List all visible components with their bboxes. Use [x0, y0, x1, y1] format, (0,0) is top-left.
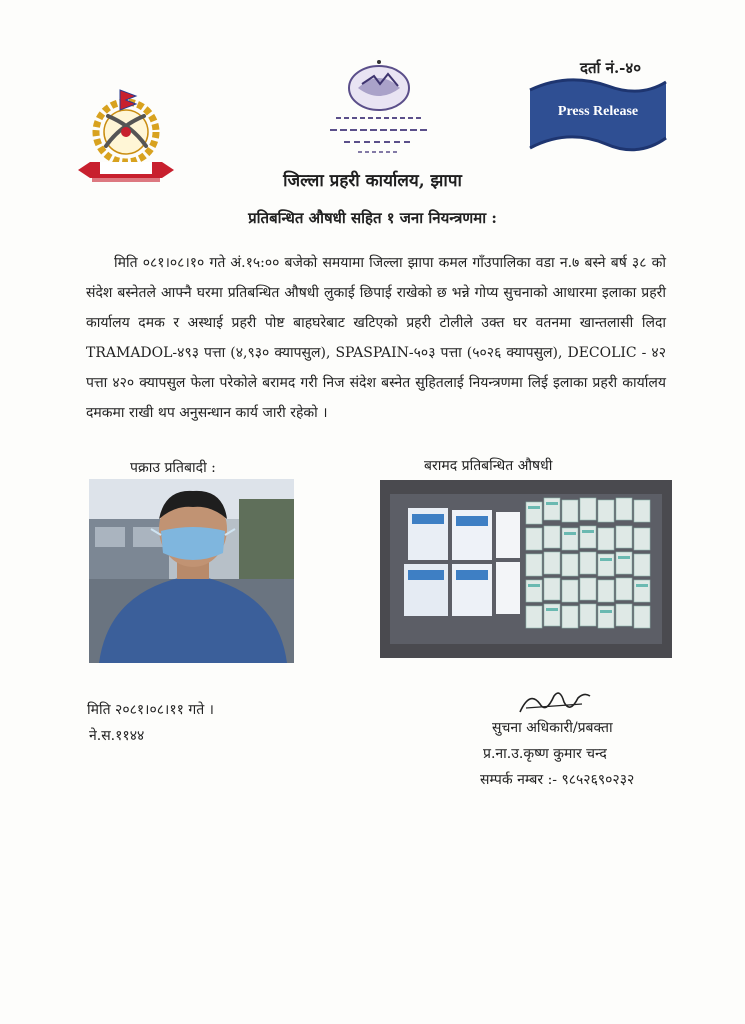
subject-heading: प्रतिबन्धित औषधी सहित १ जना नियन्त्रणमा :	[248, 209, 497, 227]
nepal-sambat-year: ने.स.११४४	[89, 728, 145, 744]
contact-number: सम्पर्क नम्बर :- ९८५२६९०२३२	[480, 772, 635, 788]
handwritten-signature-icon	[516, 686, 592, 720]
press-release-label: Press Release	[557, 104, 639, 119]
seized-drugs-photo	[380, 480, 672, 658]
info-officer-title: सुचना अधिकारी/प्रबक्ता	[492, 720, 613, 736]
officer-name: प्र.ना.उ.कृष्ण कुमार चन्द	[483, 746, 607, 762]
registration-number: दर्ता नं.-४०	[580, 59, 641, 77]
body-paragraph: मिति ०८१।०८।१० गते अं.१५:०० बजेको समयामा जिल्ला झापा कमल गाँउपालिका वडा न.७ बस्ने बर्ष ३८ को संदेश बस्नेतले आफ्नै घरमा प्रतिबन्धित औषधी लुकाई छिपाई राखेको छ भन्ने गोप्य सुचनाको आधारमा इलाका प्रहरी कार्यालय दमक र अस्थाई प्रहरी पोष्ट बाहघरेबाट खटिएको प्रहरी टोलीले उक्त घर वतनमा खान्तलासी लिदा TRAMADOL-४९३ पत्ता (४,९३० क्यापसुल), SPASPAIN-५०३ पत्ता (५०२६ क्यापसुल), DECOLIC - ४२ पत्ता ४२० क्यापसुल फेला परेकोले बरामद गरी निज संदेश बस्नेत सुहितलाई नियन्त्रणमा लिई इलाका प्रहरी कार्यालय दमकमा राखी थप अनुसन्धान कार्य जारी रहेको ।	[86, 255, 666, 421]
accused-photo	[89, 479, 294, 663]
office-title: जिल्ला प्रहरी कार्यालय, झापा	[283, 171, 462, 191]
release-date: मिति २०८१।०८।११ गते ।	[87, 702, 214, 718]
office-seal-stamp-icon	[318, 58, 440, 158]
seized-caption: बरामद प्रतिबन्धित औषधी	[424, 458, 553, 474]
accused-caption: पक्राउ प्रतिबादी :	[130, 460, 216, 476]
